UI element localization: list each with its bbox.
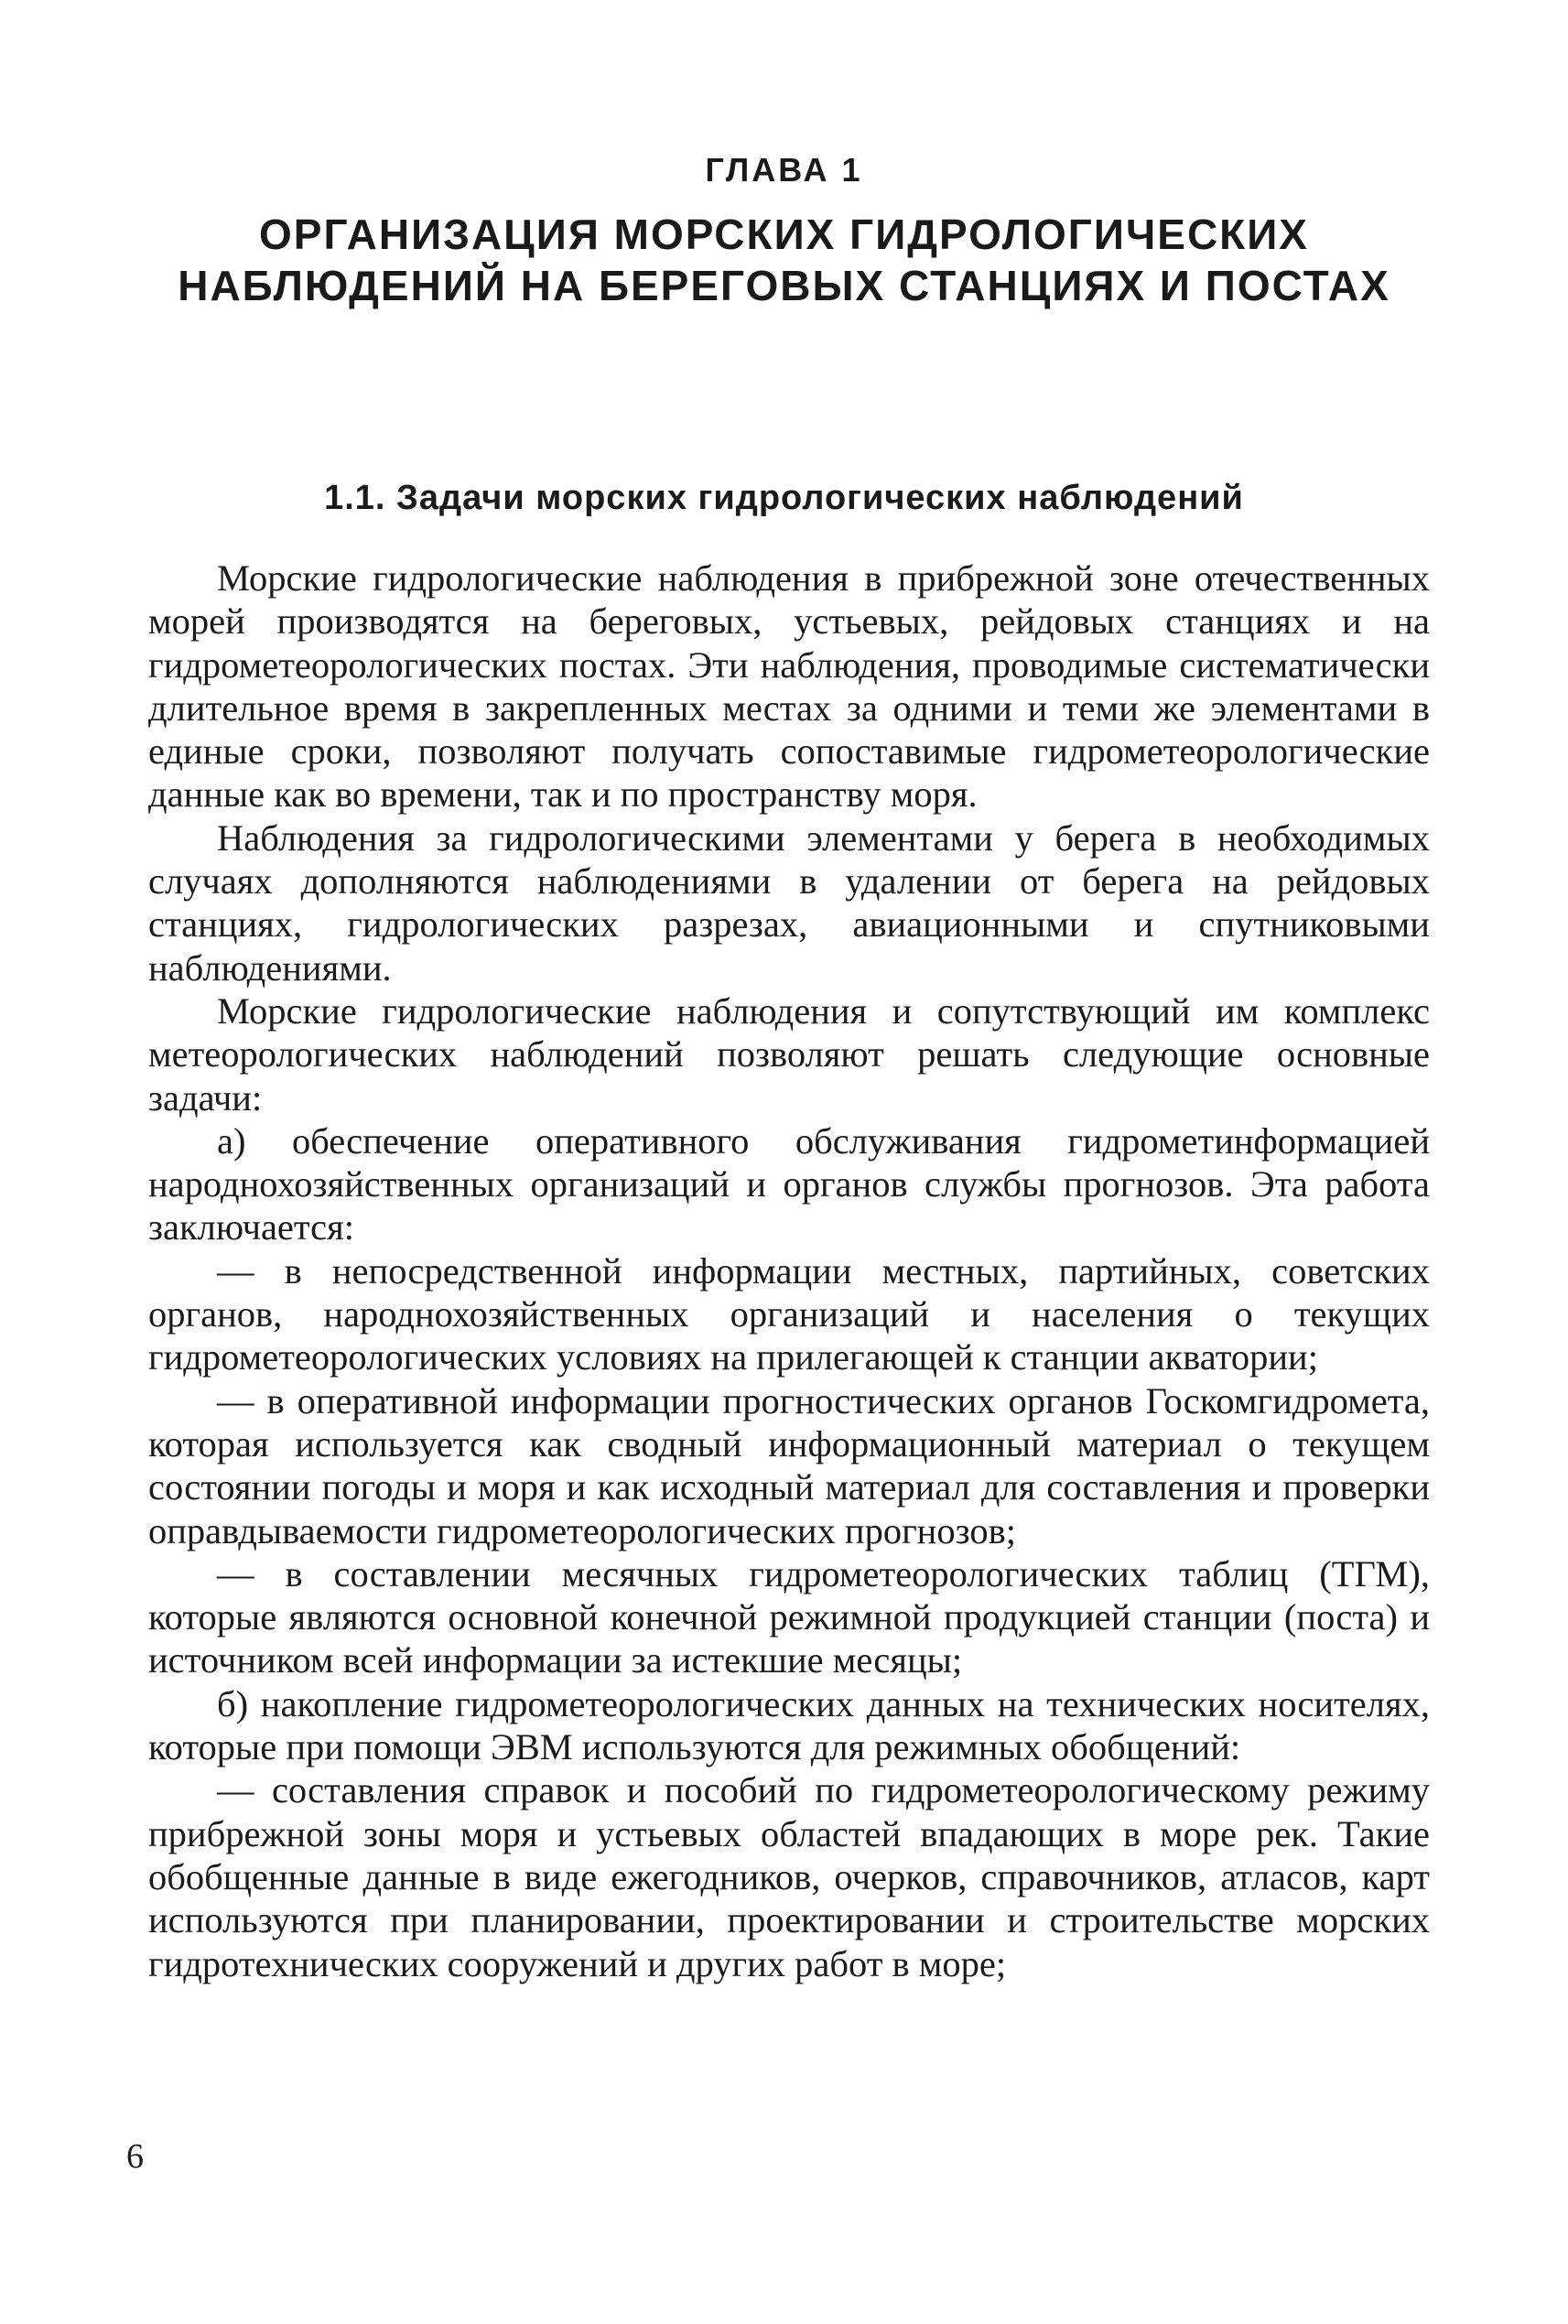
- paragraph: Морские гидрологические наблюдения в прибрежной зоне отечественных морей производятся на береговых, устьевых, рейдовых станциях и на гидрометеорологических постах. Эти наблюдения, проводимые систематически длительное время в закрепленных местах за одними и теми же элементами в единые сроки, позволяют получать сопоставимые гидрометеорологические данные как во времени, так и по пространству моря.: [148, 557, 1430, 816]
- section-heading: 1.1. Задачи морских гидрологических наблюдений: [324, 479, 1244, 517]
- paragraph: Наблюдения за гидрологическими элементами у берега в необходимых случаях дополняются наблюдениями в удалении от берега на рейдовых станциях, гидрологических разрезах, авиационными и спутниковыми наблюдениями.: [148, 816, 1430, 989]
- chapter-title-line-2: НАБЛЮДЕНИЙ НА БЕРЕГОВЫХ СТАНЦИЯХ И ПОСТАХ: [178, 262, 1390, 309]
- chapter-title-line-1: ОРГАНИЗАЦИЯ МОРСКИХ ГИДРОЛОГИЧЕСКИХ: [258, 211, 1309, 258]
- chapter-title: [0, 209, 1568, 311]
- page-number: 6: [126, 2137, 144, 2176]
- paragraph: Морские гидрологические наблюдения и сопутствующий им комплекс метеорологических наблюдений позволяют решать следующие основные задачи:: [148, 989, 1430, 1119]
- paragraph: — в непосредственной информации местных, партийных, советских органов, народнохозяйственных организаций и населения о текущих гидрометеорологических условиях на прилегающей к станции акватории;: [148, 1249, 1430, 1378]
- paragraph: — составления справок и пособий по гидрометеорологическому режиму прибрежной зоны моря и устьевых областей впадающих в море рек. Такие обобщенные данные в виде ежегодников, очерков, справочников, атласов, карт используются при планировании, проектировании и строительстве морских гидротехнических сооружений и других работ в море;: [148, 1769, 1430, 1984]
- paragraph: — в составлении месячных гидрометеорологических таблиц (ТГМ), которые являются основной конечной режимной продукцией станции (поста) и источником всей информации за истекшие месяцы;: [148, 1552, 1430, 1681]
- chapter-label: ГЛАВА 1: [705, 151, 863, 189]
- paragraph: — в оперативной информации прогностических органов Госкомгидромета, которая используется как сводный информационный материал о текущем состоянии погоды и моря и как исходный материал для составления и проверки оправдываемости гидрометеорологических прогнозов;: [148, 1379, 1430, 1551]
- paragraph: б) накопление гидрометеорологических данных на технических носителях, которые при помощи ЭВМ используются для режимных обобщений:: [148, 1682, 1430, 1768]
- paragraph: а) обеспечение оперативного обслуживания гидрометинформацией народнохозяйственных организаций и органов службы прогнозов. Эта работа заключается:: [148, 1119, 1430, 1248]
- body-text: [148, 557, 1430, 1985]
